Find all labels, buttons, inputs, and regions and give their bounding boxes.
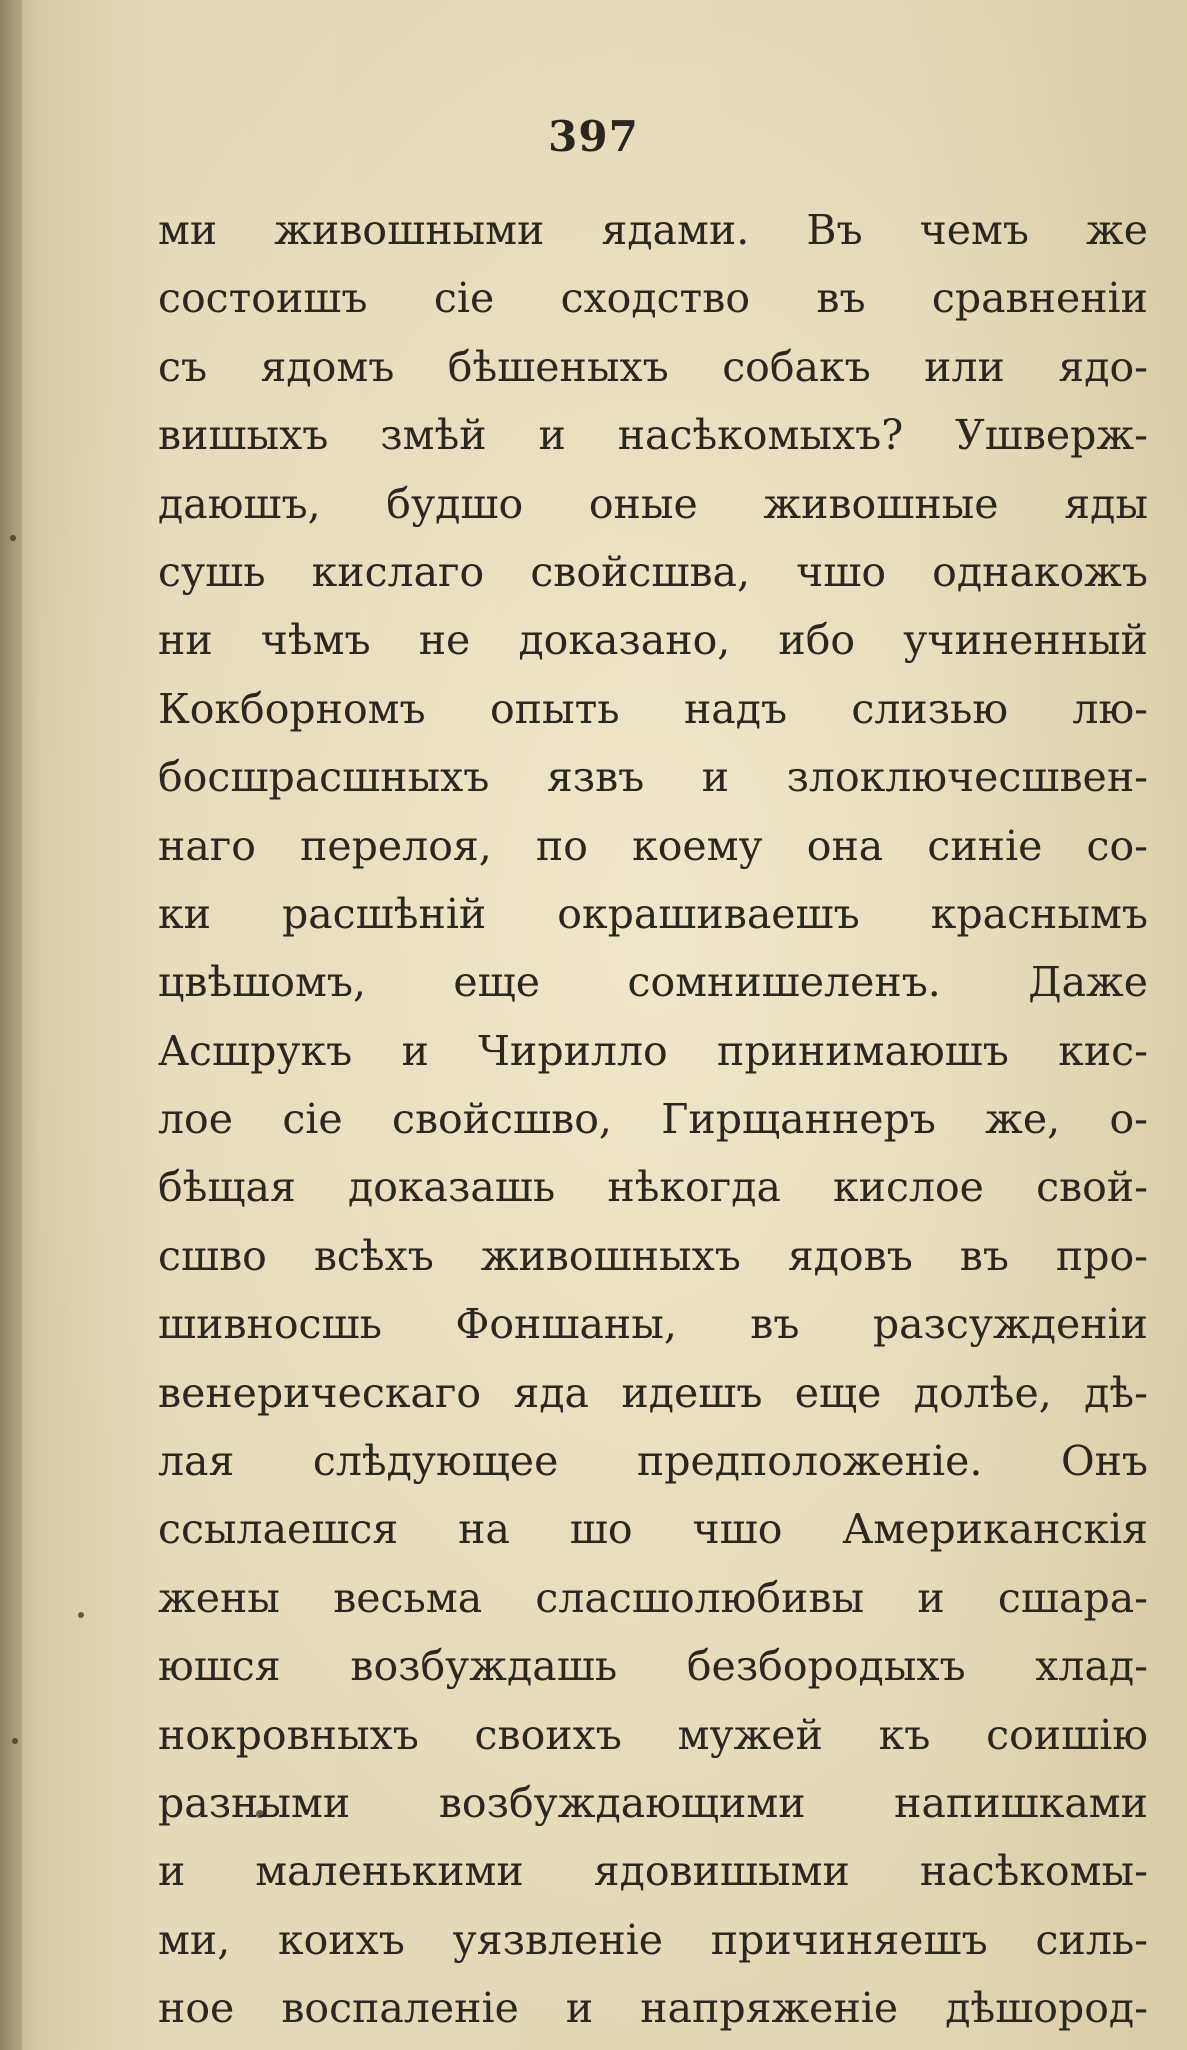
text-line: нокровныхъ своихъ мужей къ соишiю xyxy=(158,1710,1148,1759)
text-line: ки расшѣнiй окрашиваешъ краснымъ xyxy=(158,889,1148,938)
text-line: босшрасшныхъ язвъ и злоключесшвен- xyxy=(158,753,1148,802)
text-line: ссылаешся на шо чшо Американскiя xyxy=(158,1505,1148,1554)
ink-speck xyxy=(12,1738,18,1744)
text-line: цвѣшомъ, еще сомнишеленъ. Даже xyxy=(158,958,1148,1007)
text-line: съ ядомъ бѣшеныхъ собакъ или ядо- xyxy=(158,342,1148,391)
text-line: лое сiе свойсшво, Гирщаннеръ же, о- xyxy=(158,1095,1148,1144)
text-line: вишыхъ змѣй и насѣкомыхъ? Ушверж- xyxy=(158,411,1148,460)
ink-speck xyxy=(78,1612,84,1618)
text-line: и маленькими ядовишыми насѣкомы- xyxy=(158,1847,1148,1896)
text-line: ми, коихъ уязвленiе причиняешъ силь- xyxy=(158,1915,1148,1964)
text-line: венерическаго яда идешъ еще долѣе, дѣ- xyxy=(158,1368,1148,1417)
text-line: сушь кислаго свойсшва, чшо однакожъ xyxy=(158,547,1148,596)
text-line: Кокборномъ опыть надъ слизью лю- xyxy=(158,684,1148,733)
text-line: Асшрукъ и Чирилло принимаюшъ кис- xyxy=(158,1026,1148,1075)
text-line: разными возбуждающими напишками xyxy=(158,1778,1148,1827)
page-number: 397 xyxy=(548,112,639,161)
text-line: сшво всѣхъ живошныхъ ядовъ въ про- xyxy=(158,1231,1148,1280)
text-line: наго перелоя, по коему она синie со- xyxy=(158,821,1148,870)
binding-edge xyxy=(0,0,22,2050)
body-text xyxy=(158,196,1148,2043)
text-line: шивносшь Фоншаны, въ разсужденiи xyxy=(158,1300,1148,1349)
text-line: юшся возбуждашь безбородыхъ хлад- xyxy=(158,1642,1148,1691)
text-line: даюшъ, будшо оные живошные яды xyxy=(158,479,1148,528)
text-line: ни чѣмъ не доказано, ибо учиненный xyxy=(158,616,1148,665)
text-line: состоишъ сiе сходство въ сравненiи xyxy=(158,274,1148,323)
ink-speck xyxy=(10,535,16,541)
text-line: ми живошными ядами. Въ чемъ же xyxy=(158,206,1148,254)
text-line: бѣщая доказашь нѣкогда кислое свой- xyxy=(158,1163,1148,1212)
text-line: ное воспаленiе и напряженiе дѣшород- xyxy=(158,1984,1148,2033)
text-line: жены весьма сласшолюбивы и сшара- xyxy=(158,1573,1148,1622)
text-line: лая слѣдующее предположенiе. Онъ xyxy=(158,1437,1148,1486)
